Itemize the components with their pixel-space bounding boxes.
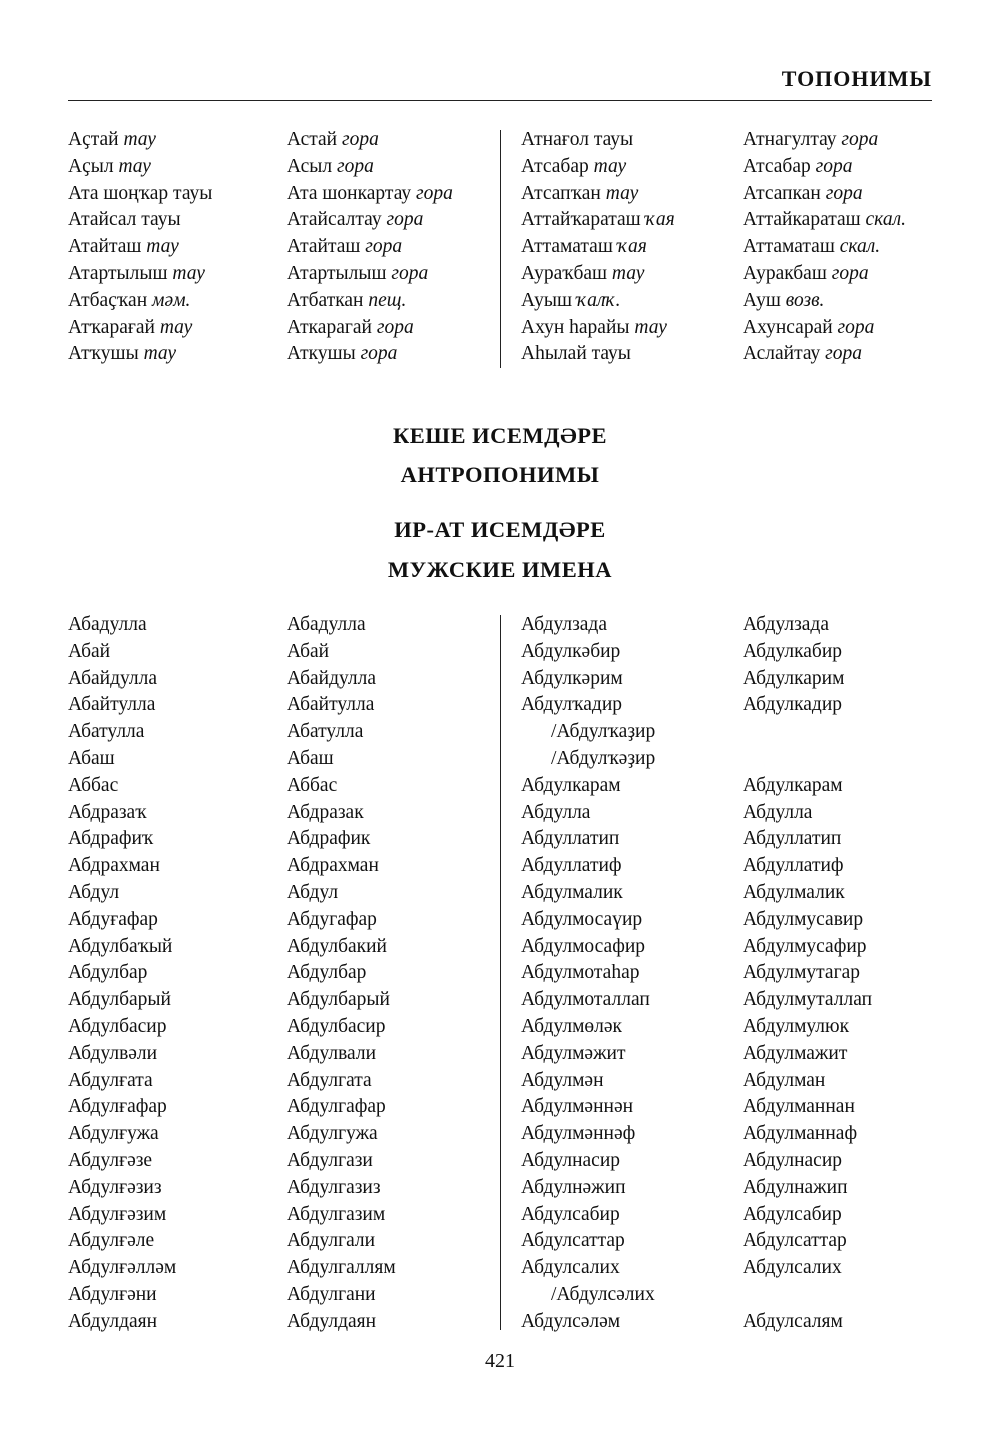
toponym-type: возв. xyxy=(785,289,825,311)
name-entry: Абдулғәни xyxy=(68,1283,157,1305)
toponym-entry xyxy=(743,234,906,261)
toponym-name: Аттаматаш xyxy=(521,236,613,258)
name-entry: Абдулбарый xyxy=(68,989,171,1011)
toponym-entry xyxy=(743,127,906,154)
toponym-name: Атайсалтау xyxy=(287,209,382,231)
toponym-type: гора xyxy=(365,236,403,258)
name-entry: Абайтулла xyxy=(68,694,156,716)
name-entry xyxy=(743,1282,872,1309)
toponym-name: Атсабар xyxy=(521,155,589,177)
toponym-type: гора xyxy=(825,182,863,204)
toponym-name: Атбаҫҡан xyxy=(68,289,148,311)
name-entry: Абдулмәннәф xyxy=(521,1123,636,1145)
toponym-entry xyxy=(287,261,453,288)
toponym-name: Аткушы xyxy=(287,343,356,365)
toponym-name: Атсабар xyxy=(743,155,811,177)
name-entry: Абдулҡадир xyxy=(521,694,623,716)
name-entry: Абдугафар xyxy=(287,908,377,930)
toponym-entry xyxy=(287,154,453,181)
name-entry: Аббас xyxy=(287,774,338,796)
name-entry: Абдулзада xyxy=(521,614,608,635)
name-entry: Абдулкабир xyxy=(743,640,843,662)
toponym-type: тау xyxy=(611,262,645,284)
name-entry: Абдулмәннән xyxy=(521,1096,634,1118)
name-entry xyxy=(743,719,872,746)
toponym-type: скал. xyxy=(839,236,881,258)
toponym-name: Аҫыл xyxy=(68,155,114,177)
toponym-type: ҡалҡ. xyxy=(576,289,621,311)
name-entry: Абдулвали xyxy=(287,1042,377,1064)
toponym-name: Аттайкараташ xyxy=(743,209,861,231)
name-entry: Абаш xyxy=(68,747,115,769)
name-entry: Абдулғәзе xyxy=(68,1149,153,1171)
name-entry: Абдулвәли xyxy=(68,1042,158,1064)
toponym-name: Атсапҡан xyxy=(521,182,601,204)
name-entry: Абдулбар xyxy=(287,962,367,984)
toponym-name: Атҡарағай xyxy=(68,316,155,338)
name-entry: Абдулбар xyxy=(68,962,148,984)
name-entry: Абдулзада xyxy=(743,614,830,635)
name-entry: Абдулмалик xyxy=(743,881,845,903)
name-entry: Абдул xyxy=(287,881,339,903)
toponym-entry xyxy=(68,154,212,181)
name-entry: Абайтулла xyxy=(287,694,375,716)
toponym-type: тау xyxy=(593,155,627,177)
name-entry: Абдулмосаүир xyxy=(521,908,643,930)
name-entry: Абдулмөләк xyxy=(521,1015,623,1037)
name-entry: Абдулкәрим xyxy=(521,667,623,689)
toponym-entry xyxy=(287,341,453,368)
toponym-type: гора xyxy=(341,129,379,150)
toponym-entry xyxy=(287,207,453,234)
toponym-entry xyxy=(287,181,453,208)
toponym-name: Аткарагай xyxy=(287,316,372,338)
name-entry: Абдулгазиз xyxy=(287,1176,381,1198)
column-divider xyxy=(500,130,501,368)
name-entry: Абдуллатип xyxy=(743,828,842,850)
name-entry: Абдул xyxy=(68,881,120,903)
toponym-entry xyxy=(521,181,675,208)
toponym-type: гора xyxy=(841,129,879,150)
toponym-name: Атнағол тауы xyxy=(521,129,634,150)
toponym-name: Атартылыш xyxy=(287,262,387,284)
name-entry: Абдулбасир xyxy=(287,1015,386,1037)
name-entry: Абай xyxy=(287,640,330,662)
toponym-entry xyxy=(287,127,453,154)
toponym-type: тау xyxy=(172,262,205,284)
name-entry: Абдулмән xyxy=(521,1069,604,1091)
toponym-entry xyxy=(68,261,212,288)
name-entry: Абдулғәле xyxy=(68,1230,155,1252)
toponym-column-2 xyxy=(287,127,453,368)
name-entry: Абдулғафар xyxy=(68,1096,167,1118)
name-entry: Абай xyxy=(68,640,111,662)
name-entry: Абдулгани xyxy=(287,1283,376,1305)
toponym-name: Аһылай тауы xyxy=(521,343,631,365)
toponym-entry xyxy=(521,127,675,154)
name-entry: Абдулгафар xyxy=(287,1096,386,1118)
name-entry: Абдулмажит xyxy=(743,1042,848,1064)
toponym-entry xyxy=(743,341,906,368)
toponym-entry xyxy=(287,234,453,261)
toponym-entry xyxy=(743,315,906,342)
subsection-heading-bashkir: ИР-АТ ИСЕМДӘРЕ xyxy=(394,517,606,542)
name-entry: Абдрахман xyxy=(287,855,379,877)
name-entry: Абдуғафар xyxy=(68,908,158,930)
toponym-name: Атҡушы xyxy=(68,343,139,365)
toponym-column-4 xyxy=(743,127,906,368)
name-entry: Абдулман xyxy=(743,1069,826,1091)
page-header-title: ТОПОНИМЫ xyxy=(781,66,932,91)
toponym-entry xyxy=(287,288,453,315)
toponym-type: гора xyxy=(831,262,869,284)
section-heading-russian: АНТРОПОНИМЫ xyxy=(400,462,600,487)
toponym-entry xyxy=(68,341,212,368)
name-entry: Абдулсалих xyxy=(743,1257,842,1279)
name-entry: Абдулмулюк xyxy=(743,1015,850,1037)
toponym-type: гора xyxy=(386,209,424,231)
name-entry: Абдулсаттар xyxy=(743,1230,847,1252)
toponym-name: Атартылыш xyxy=(68,262,168,284)
subsection-heading-russian: МУЖСКИЕ ИМЕНА xyxy=(387,557,613,582)
name-entry: Абдулғәзиз xyxy=(68,1176,162,1198)
name-entry: Абдулмалик xyxy=(521,881,623,903)
name-entry: Абдулсабир xyxy=(743,1203,842,1225)
name-entry: Абдрафиҡ xyxy=(68,828,154,850)
name-entry: Абдулгаллям xyxy=(287,1257,396,1279)
toponym-entry xyxy=(521,315,675,342)
name-entry: /Абдулҡаҙир xyxy=(551,721,656,743)
name-entry: Абдулла xyxy=(743,801,813,823)
name-entry: Абаш xyxy=(287,747,334,769)
name-entry: Абдулмәжит xyxy=(521,1042,626,1064)
name-entry: Абдулғата xyxy=(68,1069,153,1091)
name-entry: Абдулкадир xyxy=(743,694,843,716)
name-entry: Абдулсәләм xyxy=(521,1310,621,1332)
toponym-type: тау xyxy=(146,236,179,258)
toponym-name: Атайсал тауы xyxy=(68,209,181,231)
name-entry: Абдулгата xyxy=(287,1069,372,1091)
toponym-entry xyxy=(521,288,675,315)
name-entry: Абдулғәзим xyxy=(68,1203,167,1225)
toponym-entry xyxy=(521,154,675,181)
toponym-name: Атсапкан xyxy=(743,182,821,204)
name-entry: Абдулгали xyxy=(287,1230,376,1252)
name-entry: Абдуллатип xyxy=(521,828,620,850)
toponym-name: Аттайҡараташ xyxy=(521,209,641,231)
toponym-type: гора xyxy=(391,262,429,284)
toponym-name: Ата шонкартау xyxy=(287,182,412,204)
toponym-name: Ауш xyxy=(743,289,781,311)
name-entry: Абайдулла xyxy=(287,667,377,689)
toponym-name: Атбаткан xyxy=(287,289,364,311)
name-entry: Абдулкәбир xyxy=(521,640,621,662)
toponym-name: Ахун һарайы xyxy=(521,316,630,338)
toponym-type: гора xyxy=(415,182,453,204)
name-entry: Абдулнасир xyxy=(521,1149,621,1171)
names-column-4 xyxy=(743,612,872,1336)
name-entry: Абдулнажип xyxy=(743,1176,848,1198)
name-entry: Абдулғәлләм xyxy=(68,1257,177,1279)
toponym-entry xyxy=(68,181,212,208)
toponym-type: гора xyxy=(815,155,853,177)
toponym-type: тау xyxy=(118,155,151,177)
toponym-entry xyxy=(68,234,212,261)
name-entry: Абдрахман xyxy=(68,855,160,877)
name-entry: Абдулсалих xyxy=(521,1257,620,1279)
name-entry: Абдразак xyxy=(287,801,364,823)
name-entry: Абдулдаян xyxy=(68,1310,158,1332)
toponym-type: гора xyxy=(360,343,398,365)
toponym-type: тау xyxy=(143,343,177,365)
name-entry: Абдулмосафир xyxy=(521,935,646,957)
toponym-entry xyxy=(287,315,453,342)
name-entry: Абдулмусафир xyxy=(743,935,867,957)
name-entry: Абдулғужа xyxy=(68,1123,159,1145)
name-entry: Абайдулла xyxy=(68,667,158,689)
section-heading-bashkir: КЕШЕ ИСЕМДӘРЕ xyxy=(392,423,607,448)
name-entry: Абдулмоталлап xyxy=(521,989,650,1011)
name-entry: /Абдулҡәҙир xyxy=(551,747,656,769)
name-entry: Абдулдаян xyxy=(287,1310,377,1332)
toponym-type: тау xyxy=(159,316,193,338)
toponym-entry xyxy=(68,127,212,154)
toponym-entry xyxy=(521,207,675,234)
name-entry: Абдулсабир xyxy=(521,1203,620,1225)
toponym-name: Атнагултау xyxy=(743,129,837,150)
toponym-name: Асыл xyxy=(287,155,333,177)
name-entry: Абдулла xyxy=(521,801,591,823)
toponym-name: Атайташ xyxy=(287,236,361,258)
name-entry: Абатулла xyxy=(68,721,145,743)
name-entry: Абдулбаҡый xyxy=(68,935,173,957)
name-entry: Абадулла xyxy=(68,614,147,635)
toponym-name: Ахунсарай xyxy=(743,316,833,338)
toponym-entry xyxy=(743,154,906,181)
name-entry: Абдулбакий xyxy=(287,935,387,957)
toponym-entry xyxy=(743,261,906,288)
name-entry: Абдулбарый xyxy=(287,989,390,1011)
toponym-entry xyxy=(521,341,675,368)
names-column-2 xyxy=(287,612,396,1336)
toponym-name: Аураҡбаш xyxy=(521,262,608,284)
names-column-1 xyxy=(68,612,176,1336)
name-entry: Абадулла xyxy=(287,614,366,635)
toponym-type: гора xyxy=(336,155,374,177)
name-entry: Абдулманнан xyxy=(743,1096,855,1118)
toponym-type: тау xyxy=(634,316,667,338)
name-entry: Абдулмуталлап xyxy=(743,989,873,1011)
toponym-column-1 xyxy=(68,127,212,368)
toponym-type: ҡая xyxy=(645,209,675,231)
name-entry: Абдразаҡ xyxy=(68,801,147,823)
toponym-name: Аҫтай xyxy=(68,129,119,150)
toponym-type: ҡая xyxy=(617,236,647,258)
name-entry: Абдулмусавир xyxy=(743,908,864,930)
toponym-entry xyxy=(68,207,212,234)
toponym-type: гора xyxy=(376,316,414,338)
name-entry: Абдулнәжип xyxy=(521,1176,626,1198)
toponym-name: Астай xyxy=(287,129,338,150)
toponym-entry xyxy=(743,181,906,208)
toponym-entry xyxy=(521,261,675,288)
toponym-name: Аслайтау xyxy=(743,343,821,365)
name-entry: Абдулманнаф xyxy=(743,1123,858,1145)
name-entry: Абдрафик xyxy=(287,828,371,850)
toponym-entry xyxy=(743,207,906,234)
name-entry: Абдулсаттар xyxy=(521,1230,625,1252)
toponym-column-3 xyxy=(521,127,675,368)
toponym-entry xyxy=(743,288,906,315)
name-entry: Абдуллатиф xyxy=(743,855,844,877)
toponym-name: Ауракбаш xyxy=(743,262,827,284)
name-entry: Абдулкарам xyxy=(521,774,621,796)
column-divider xyxy=(500,615,501,1330)
toponym-name: Ата шоңҡар тауы xyxy=(68,182,213,204)
toponym-name: Атайташ xyxy=(68,236,142,258)
name-entry: Абдулкарим xyxy=(743,667,845,689)
toponym-type: гора xyxy=(825,343,862,365)
toponym-type: пещ. xyxy=(368,289,407,311)
toponym-entry xyxy=(521,234,675,261)
toponym-type: скал. xyxy=(865,209,906,231)
toponym-type: тау xyxy=(123,129,156,150)
toponym-type: гора xyxy=(837,316,875,338)
name-entry: Абатулла xyxy=(287,721,364,743)
name-entry: /Абдулсәлих xyxy=(551,1283,655,1305)
names-column-3 xyxy=(521,612,655,1336)
name-entry: Абдулнасир xyxy=(743,1149,843,1171)
name-entry: Абдулсалям xyxy=(743,1310,843,1332)
name-entry: Абдулкарам xyxy=(743,774,843,796)
name-entry: Абдулмутагар xyxy=(743,962,860,984)
name-entry: Абдуллатиф xyxy=(521,855,622,877)
toponym-name: Аттаматаш xyxy=(743,236,835,258)
page-number: 421 xyxy=(485,1350,515,1372)
name-entry: Абдулгужа xyxy=(287,1123,378,1145)
toponym-name: Ауыш xyxy=(521,289,572,311)
toponym-type: тау xyxy=(605,182,639,204)
name-entry: Аббас xyxy=(68,774,119,796)
name-entry: Абдулмотаһар xyxy=(521,962,640,984)
name-entry xyxy=(743,746,872,773)
toponym-entry xyxy=(68,315,212,342)
toponym-entry xyxy=(68,288,212,315)
header-rule xyxy=(68,100,932,101)
name-entry: Абдулбасир xyxy=(68,1015,167,1037)
name-entry: Абдулгазим xyxy=(287,1203,386,1225)
toponym-type: мәм. xyxy=(152,289,191,311)
name-entry: Абдулгази xyxy=(287,1149,373,1171)
